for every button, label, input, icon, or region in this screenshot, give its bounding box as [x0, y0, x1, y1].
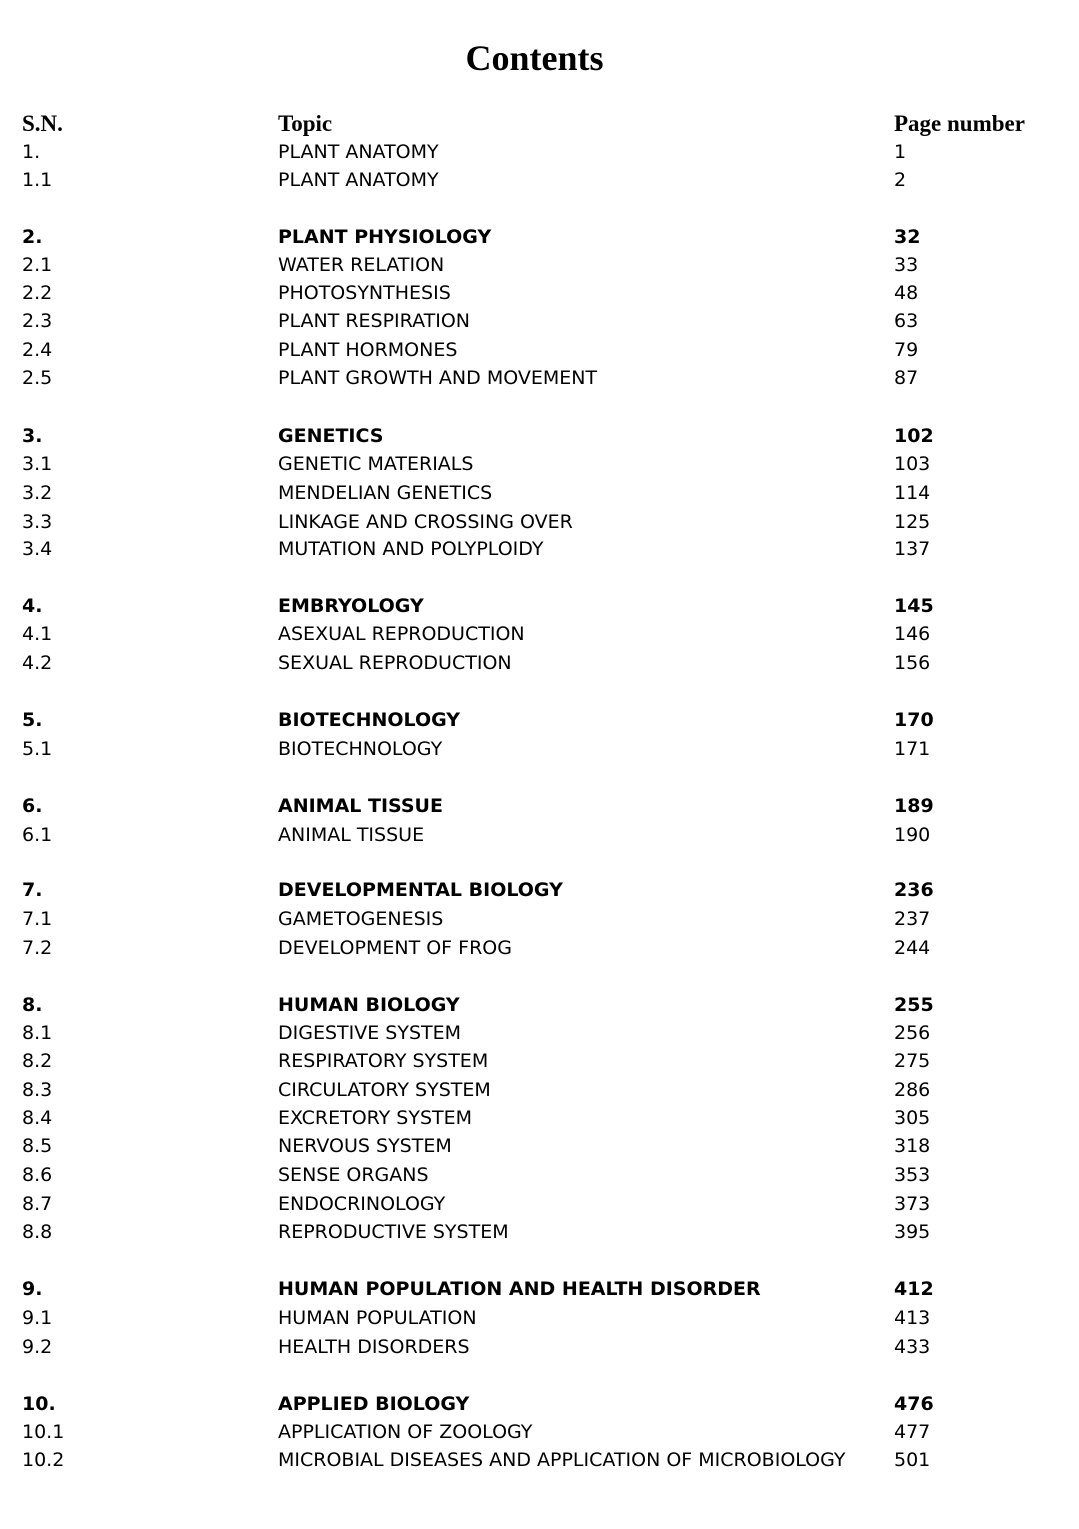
row-sn: 5. [22, 709, 43, 731]
row-sn: 4.2 [22, 652, 53, 674]
row-page-number: 79 [894, 339, 919, 361]
toc-section-row [0, 1218, 1079, 1246]
toc-section-row [0, 1047, 1079, 1075]
row-page-number: 2 [894, 169, 907, 191]
toc-section-row [0, 1418, 1079, 1446]
row-page-number: 476 [894, 1393, 934, 1415]
row-sn: 4.1 [22, 623, 53, 645]
toc-chapter-row [0, 876, 1079, 904]
column-header-page-number: Page number [894, 111, 1025, 136]
row-page-number: 87 [894, 367, 919, 389]
row-topic: CIRCULATORY SYSTEM [278, 1079, 491, 1101]
row-page-number: 32 [894, 226, 921, 248]
toc-section-row [0, 1019, 1079, 1047]
row-sn: 8.8 [22, 1221, 53, 1243]
row-topic: MENDELIAN GENETICS [278, 482, 493, 504]
toc-section-row [0, 1132, 1079, 1160]
row-sn: 1. [22, 141, 41, 163]
row-sn: 8.2 [22, 1050, 53, 1072]
row-page-number: 413 [894, 1307, 931, 1329]
row-page-number: 286 [894, 1079, 931, 1101]
row-page-number: 237 [894, 908, 931, 930]
toc-chapter-row [0, 422, 1079, 450]
row-sn: 10. [22, 1393, 56, 1415]
toc-section-row [0, 1304, 1079, 1332]
row-page-number: 190 [894, 824, 931, 846]
row-topic: GAMETOGENESIS [278, 908, 444, 930]
row-topic: HEALTH DISORDERS [278, 1336, 470, 1358]
row-page-number: 103 [894, 453, 931, 475]
row-page-number: 170 [894, 709, 934, 731]
row-sn: 2.1 [22, 254, 53, 276]
row-topic: HUMAN BIOLOGY [278, 994, 460, 1016]
row-sn: 10.1 [22, 1421, 65, 1443]
row-page-number: 156 [894, 652, 931, 674]
row-topic: DEVELOPMENTAL BIOLOGY [278, 879, 563, 901]
toc-section-row [0, 307, 1079, 335]
row-sn: 3.4 [22, 538, 53, 560]
row-page-number: 433 [894, 1336, 931, 1358]
row-sn: 3.3 [22, 511, 53, 533]
row-sn: 8.3 [22, 1079, 53, 1101]
toc-section-row [0, 1446, 1079, 1474]
row-page-number: 318 [894, 1135, 931, 1157]
row-topic: MUTATION AND POLYPLOIDY [278, 538, 544, 560]
row-sn: 7. [22, 879, 43, 901]
row-sn: 8.1 [22, 1022, 53, 1044]
toc-section-row [0, 735, 1079, 763]
row-sn: 8. [22, 994, 43, 1016]
row-topic: ANIMAL TISSUE [278, 795, 443, 817]
toc-section-row [0, 934, 1079, 962]
toc-section-row [0, 1104, 1079, 1132]
toc-section-row [0, 905, 1079, 933]
row-topic: PLANT PHYSIOLOGY [278, 226, 492, 248]
toc-section-row [0, 138, 1079, 166]
toc-section-row [0, 336, 1079, 364]
toc-chapter-row [0, 1275, 1079, 1303]
row-sn: 6.1 [22, 824, 53, 846]
row-topic: APPLIED BIOLOGY [278, 1393, 470, 1415]
row-page-number: 171 [894, 738, 931, 760]
row-page-number: 114 [894, 482, 931, 504]
row-sn: 3. [22, 425, 43, 447]
row-sn: 9.2 [22, 1336, 53, 1358]
row-sn: 8.7 [22, 1193, 53, 1215]
toc-section-row [0, 821, 1079, 849]
row-sn: 5.1 [22, 738, 53, 760]
row-page-number: 102 [894, 425, 934, 447]
toc-section-row [0, 166, 1079, 194]
toc-section-row [0, 1333, 1079, 1361]
toc-chapter-row [0, 223, 1079, 251]
toc-section-row [0, 251, 1079, 279]
row-sn: 4. [22, 595, 43, 617]
row-page-number: 33 [894, 254, 919, 276]
column-header-topic: Topic [278, 111, 333, 136]
row-page-number: 146 [894, 623, 931, 645]
row-page-number: 275 [894, 1050, 931, 1072]
row-sn: 3.2 [22, 482, 53, 504]
row-sn: 2.2 [22, 282, 53, 304]
row-page-number: 477 [894, 1421, 931, 1443]
toc-section-row [0, 508, 1079, 536]
row-topic: EMBRYOLOGY [278, 595, 424, 617]
row-topic: BIOTECHNOLOGY [278, 738, 443, 760]
row-topic: GENETICS [278, 425, 384, 447]
row-topic: PLANT ANATOMY [278, 169, 439, 191]
toc-section-row [0, 479, 1079, 507]
toc-section-row [0, 279, 1079, 307]
row-page-number: 189 [894, 795, 934, 817]
row-sn: 7.2 [22, 937, 53, 959]
row-sn: 6. [22, 795, 43, 817]
toc-section-row [0, 1161, 1079, 1189]
row-topic: ASEXUAL REPRODUCTION [278, 623, 525, 645]
row-page-number: 395 [894, 1221, 931, 1243]
row-topic: PLANT GROWTH AND MOVEMENT [278, 367, 598, 389]
column-header-sn: S.N. [22, 111, 63, 136]
toc-chapter-row [0, 991, 1079, 1019]
row-topic: HUMAN POPULATION [278, 1307, 477, 1329]
toc-section-row [0, 535, 1079, 563]
row-topic: DEVELOPMENT OF FROG [278, 937, 512, 959]
row-sn: 8.6 [22, 1164, 53, 1186]
row-topic: MICROBIAL DISEASES AND APPLICATION OF MICROBIOLOGY [278, 1449, 846, 1471]
row-topic: BIOTECHNOLOGY [278, 709, 461, 731]
toc-section-row [0, 620, 1079, 648]
row-topic: GENETIC MATERIALS [278, 453, 474, 475]
row-page-number: 125 [894, 511, 931, 533]
row-topic: SEXUAL REPRODUCTION [278, 652, 512, 674]
row-page-number: 373 [894, 1193, 931, 1215]
row-topic: HUMAN POPULATION AND HEALTH DISORDER [278, 1278, 761, 1300]
row-page-number: 63 [894, 310, 919, 332]
row-page-number: 353 [894, 1164, 931, 1186]
toc-chapter-row [0, 592, 1079, 620]
row-sn: 2.4 [22, 339, 53, 361]
row-topic: PHOTOSYNTHESIS [278, 282, 451, 304]
toc-chapter-row [0, 706, 1079, 734]
page-title: Contents [465, 38, 604, 78]
row-topic: EXCRETORY SYSTEM [278, 1107, 473, 1129]
row-page-number: 256 [894, 1022, 931, 1044]
toc-section-row [0, 450, 1079, 478]
row-sn: 7.1 [22, 908, 53, 930]
row-sn: 10.2 [22, 1449, 65, 1471]
toc-section-row [0, 1076, 1079, 1104]
row-page-number: 137 [894, 538, 931, 560]
row-page-number: 48 [894, 282, 919, 304]
toc-section-row [0, 649, 1079, 677]
row-topic: APPLICATION OF ZOOLOGY [278, 1421, 533, 1443]
row-sn: 8.5 [22, 1135, 53, 1157]
row-topic: PLANT RESPIRATION [278, 310, 470, 332]
row-page-number: 255 [894, 994, 934, 1016]
row-topic: REPRODUCTIVE SYSTEM [278, 1221, 509, 1243]
row-topic: SENSE ORGANS [278, 1164, 429, 1186]
row-topic: ANIMAL TISSUE [278, 824, 425, 846]
row-topic: PLANT HORMONES [278, 339, 458, 361]
row-topic: NERVOUS SYSTEM [278, 1135, 452, 1157]
row-page-number: 244 [894, 937, 931, 959]
row-sn: 9. [22, 1278, 43, 1300]
row-sn: 2.3 [22, 310, 53, 332]
row-page-number: 305 [894, 1107, 931, 1129]
row-topic: WATER RELATION [278, 254, 445, 276]
row-sn: 3.1 [22, 453, 53, 475]
row-topic: PLANT ANATOMY [278, 141, 439, 163]
row-topic: ENDOCRINOLOGY [278, 1193, 446, 1215]
row-sn: 1.1 [22, 169, 53, 191]
row-sn: 2.5 [22, 367, 53, 389]
toc-section-row [0, 1190, 1079, 1218]
row-page-number: 145 [894, 595, 934, 617]
row-sn: 8.4 [22, 1107, 53, 1129]
row-page-number: 412 [894, 1278, 934, 1300]
toc-chapter-row [0, 792, 1079, 820]
row-topic: DIGESTIVE SYSTEM [278, 1022, 462, 1044]
row-sn: 9.1 [22, 1307, 53, 1329]
row-sn: 2. [22, 226, 43, 248]
toc-chapter-row [0, 1390, 1079, 1418]
toc-section-row [0, 364, 1079, 392]
row-page-number: 501 [894, 1449, 931, 1471]
row-page-number: 236 [894, 879, 934, 901]
row-page-number: 1 [894, 141, 907, 163]
row-topic: RESPIRATORY SYSTEM [278, 1050, 489, 1072]
row-topic: LINKAGE AND CROSSING OVER [278, 511, 573, 533]
